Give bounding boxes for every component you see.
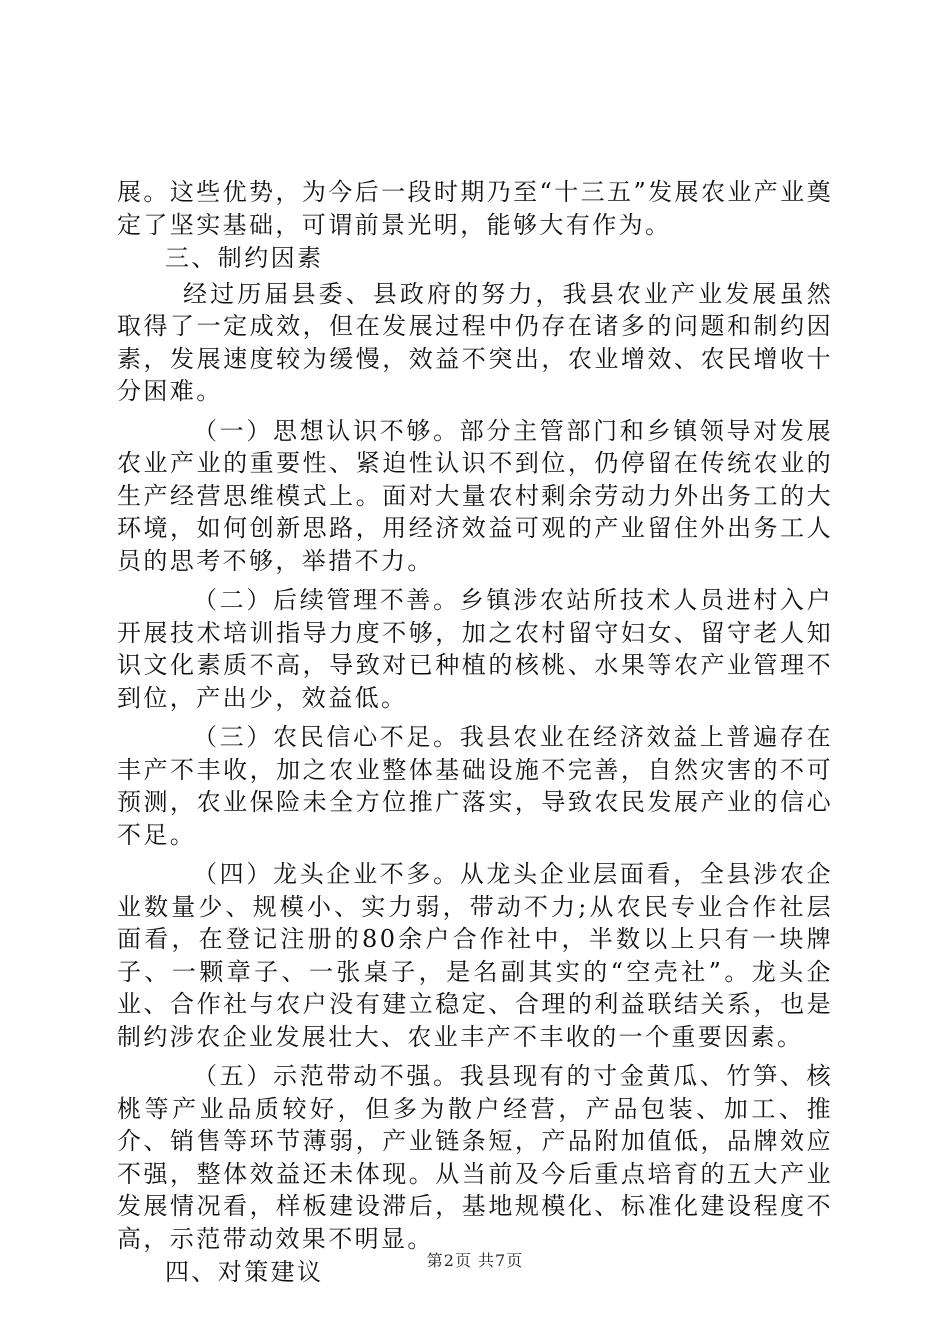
section-heading-suggestions: 四、对策建议 [165,1258,324,1286]
paragraph-intro: 经过历届县委、县政府的努力，我县农业产业发展虽然取得了一定成效，但在发展过程中仍存在诸多的问题和制约因素，发展速度较为缓慢，效益不突出，农业增效、农民增收十分困难。 [117,279,833,405]
paragraph-item-4: （四）龙头企业不多。从龙头企业层面看，全县涉农企业数量少、规模小、实力弱，带动不力;从农民专业合作社层面看，在登记注册的80余户合作社中，半数以上只有一块牌子、一颗章子、一张桌子，是名副其实的“空壳社”。龙头企业、合作社与农户没有建立稳定、合理的利益联结关系，也是制约涉农企业发展壮大、农业丰产不丰收的一个重要因素。 [117,860,833,1051]
document-body [117,176,833,1289]
paragraph-item-1: （一）思想认识不够。部分主管部门和乡镇领导对发展农业产业的重要性、紧迫性认识不到位，仍停留在传统农业的生产经营思维模式上。面对大量农村剩余劳动力外出务工的大环境，如何创新思路，用经济效益可观的产业留住外出务工人员的思考不够，举措不力。 [117,416,833,575]
paragraph-item-2: （二）后续管理不善。乡镇涉农站所技术人员进村入户开展技术培训指导力度不够，加之农村留守妇女、留守老人知识文化素质不高，导致对已种植的核桃、水果等农产业管理不到位，产出少，效益低。 [117,586,833,712]
section-heading-constraints: 三、制约因素 [165,244,324,272]
paragraph-item-3: （三）农民信心不足。我县农业在经济效益上普遍存在丰产不丰收，加之农业整体基础设施不完善，自然灾害的不可预测，农业保险未全方位推广落实，导致农民发展产业的信心不足。 [117,723,833,849]
paragraph-item-5: （五）示范带动不强。我县现有的寸金黄瓜、竹笋、核桃等产业品质较好，但多为散户经营，产品包装、加工、推介、销售等环节薄弱，产业链条短，产品附加值低，品牌效应不强，整体效益还未体现。从当前及今后重点培育的五大产业发展情况看，样板建设滞后，基地规模化、标准化建设程度不高，示范带动效果不明显。 [117,1062,833,1253]
paragraph-continuation: 展。这些优势，为今后一段时期乃至“十三五”发展农业产业奠定了坚实基础，可谓前景光明，能够大有作为。 [117,178,833,239]
page-number-footer: 第2页 共7页 [426,1251,524,1270]
